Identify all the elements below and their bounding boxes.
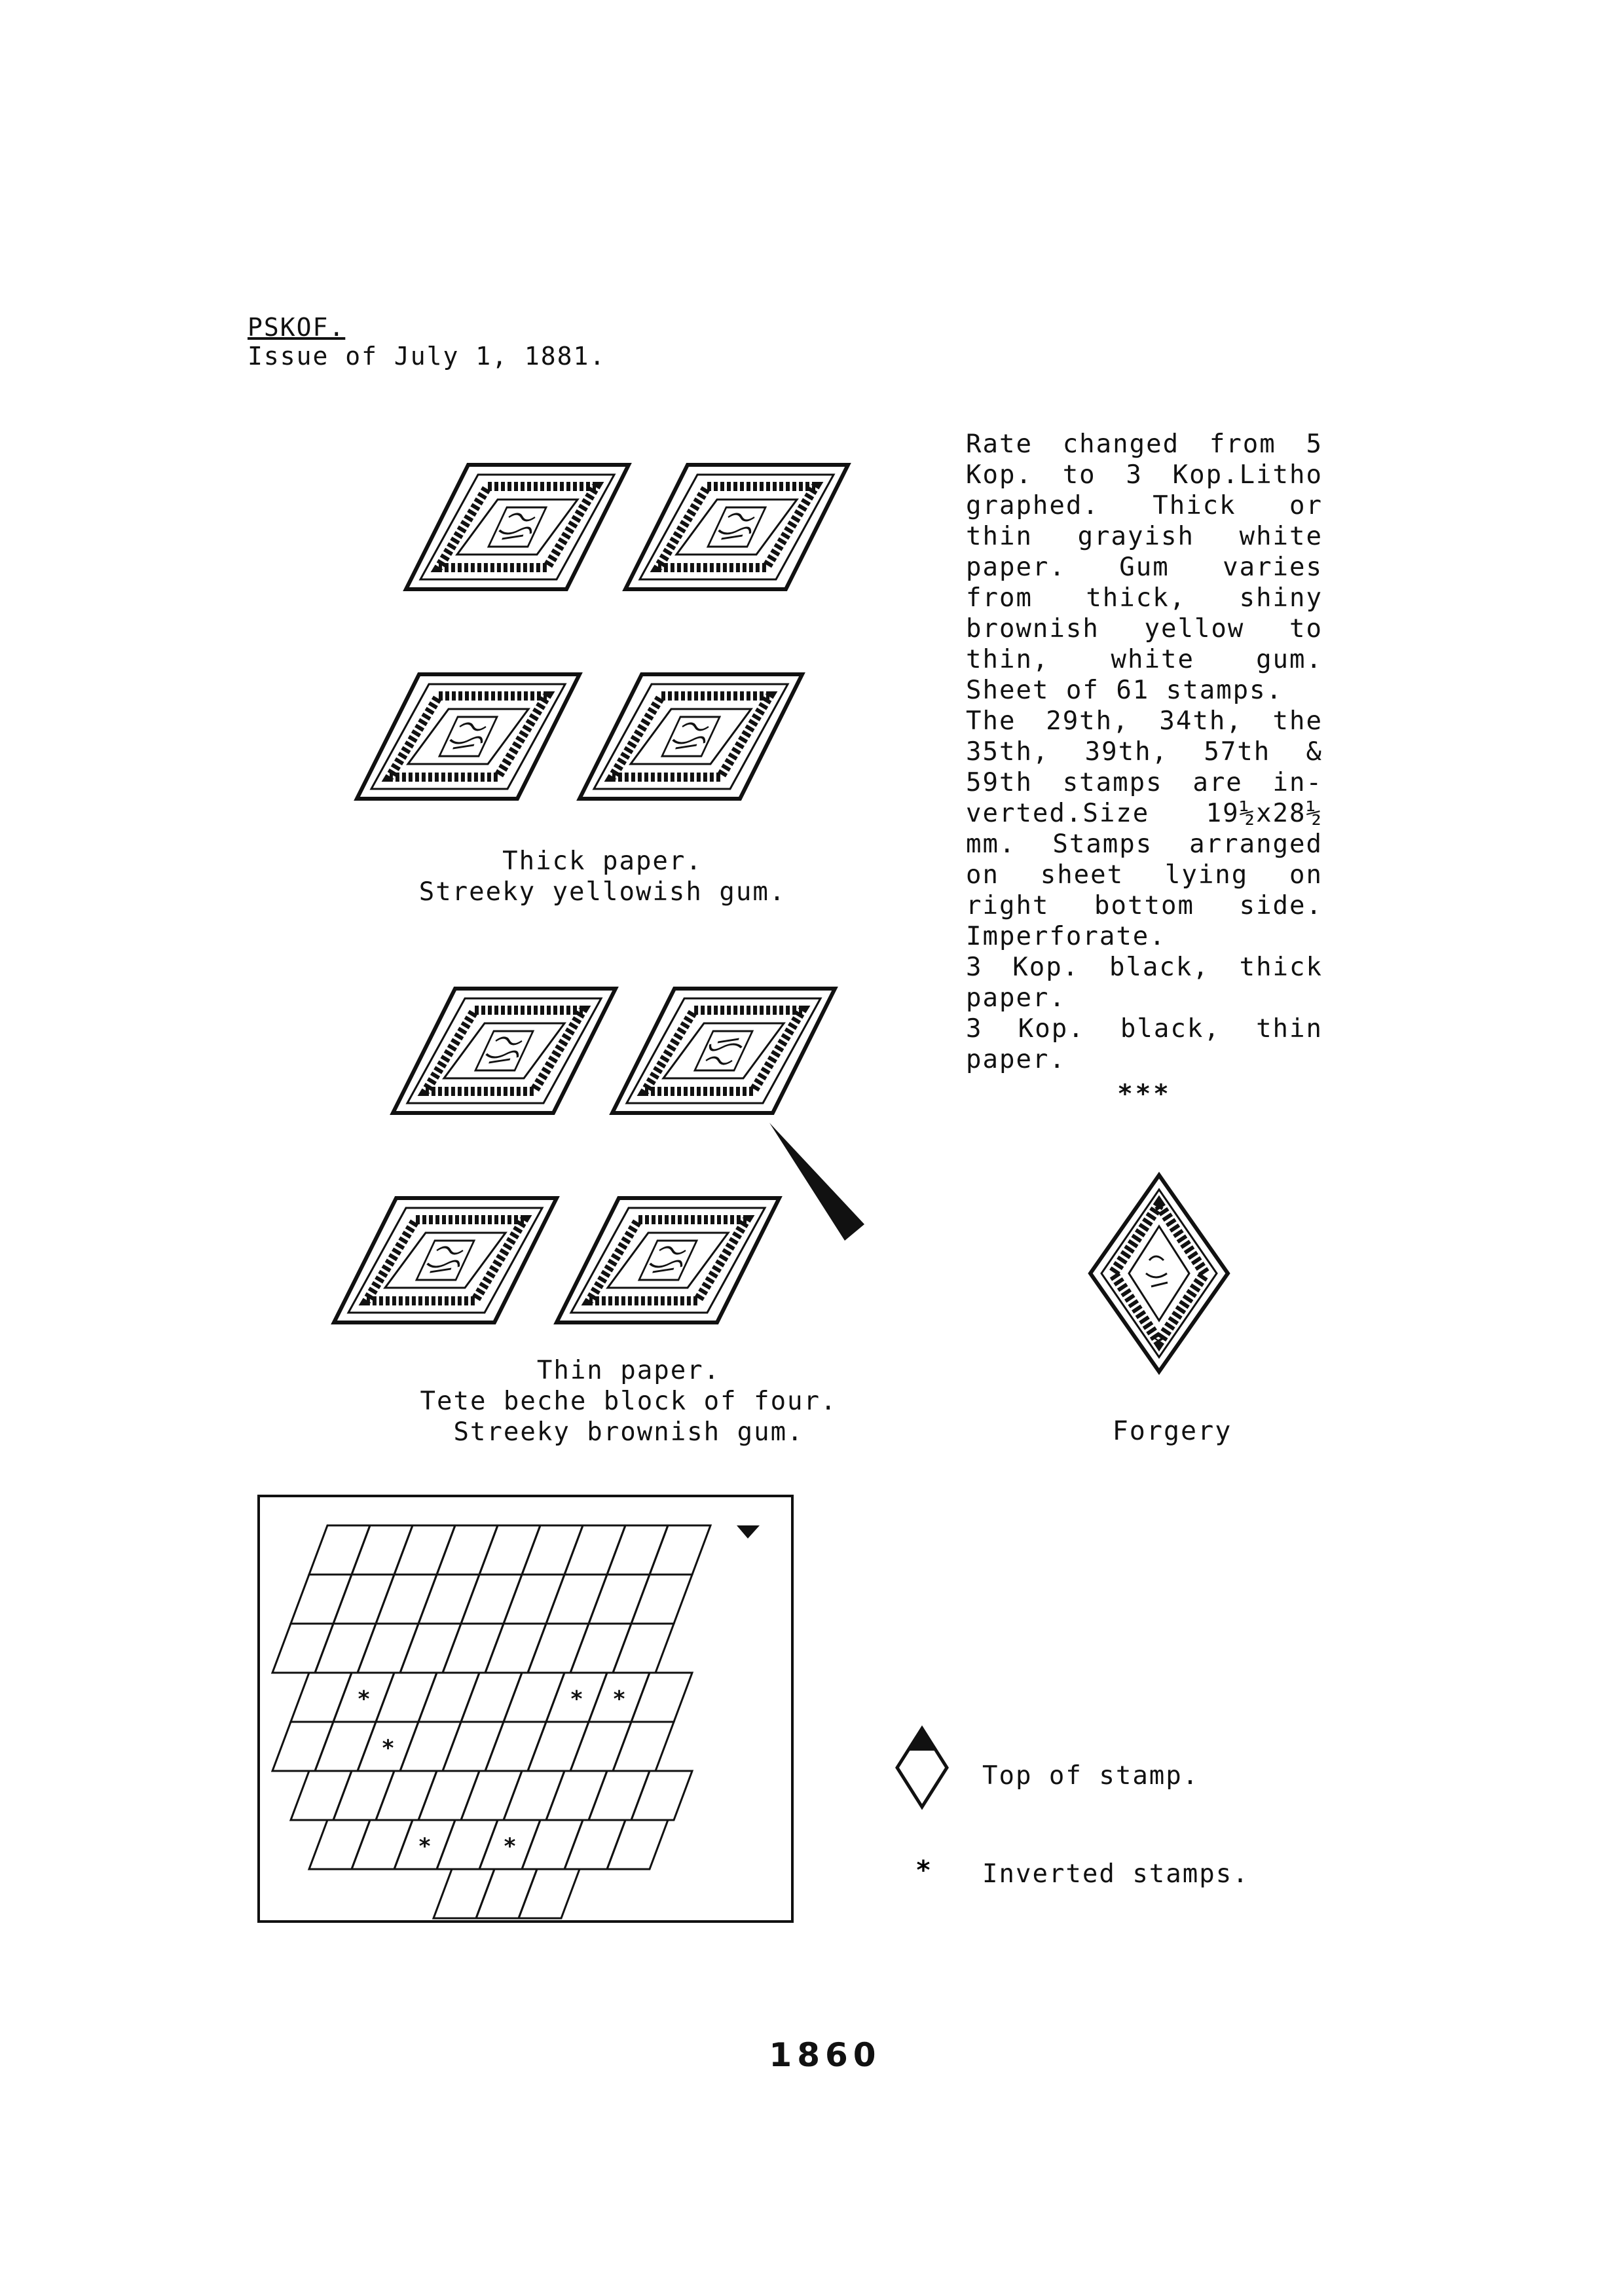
sheet-cell [613,1624,674,1673]
stamp-thick-3 [357,674,580,799]
separator-stars: *** [1117,1080,1172,1109]
inverted-stamp-mark: * [613,1686,625,1713]
caption-forgery: Forgery [1112,1416,1232,1446]
sheet-cell [607,1820,668,1869]
sheet-cell [631,1771,692,1820]
caption-thin [367,1355,891,1448]
caption-thick-line2: Streeky yellowish gum. [418,877,786,907]
page-number: 1860 [769,2036,881,2074]
sheet-cell [631,1673,692,1722]
page-title: PSKOF. [248,313,346,342]
stamp-thin-4 [557,1198,779,1322]
thick-paper-stamps [357,465,848,799]
inverted-stamp-mark: * [418,1833,431,1860]
thin-paper-stamps [334,989,835,1322]
inverted-stamp-mark: * [504,1833,516,1860]
caption-thick [367,846,838,907]
page-subtitle: Issue of July 1, 1881. [248,342,606,371]
description-para-1: Rate changed from 5 Kop. to 3 Kop.Litho graphed. Thick or thin grayish white paper. Gum varies from thick, shiny brownish yellow to thin, white gum. Sheet of 61 stamps. [966,429,1323,705]
sheet-cell [519,1869,580,1918]
sheet-cell [631,1575,692,1624]
description-para-2: The 29th, 34th, the 35th, 39th, 57th & 59th stamps are in-verted.Size 19½x28½ mm. Stamps arranged on sheet lying on right bottom side. Imperforate. [966,706,1323,951]
description-para-4: 3 Kop. black, thin paper. [966,1014,1323,1074]
caption-thick-line1: Thick paper. [502,847,703,876]
stamp-thick-4 [580,674,802,799]
stamp-thick-2 [625,465,848,589]
inverted-stamp-mark: * [382,1735,394,1762]
caption-thin-line2: Tete beche block of four. [420,1387,838,1416]
stamp-thin-3 [334,1198,557,1322]
description-para-3: 3 Kop. black, thick paper. [966,953,1323,1013]
legend-star-icon: * [916,1855,931,1886]
pointer-wedge [769,1123,864,1241]
legend-top-label: Top of stamp. [982,1761,1200,1791]
sheet-cell [613,1722,674,1771]
legend-diamond-icon [897,1728,947,1807]
caption-thin-line3: Streeky brownish gum. [453,1417,804,1447]
sheet-top-marker [737,1525,760,1539]
stamp-thick-1 [406,465,629,589]
stamp-thin-1 [393,989,616,1113]
inverted-stamp-mark: * [358,1686,370,1713]
inverted-stamp-mark: * [570,1686,583,1713]
stamp-thin-2 [612,989,835,1113]
sheet-grid [272,1525,710,1918]
forgery-stamp [1090,1175,1228,1372]
sheet-cell [650,1525,710,1575]
legend-inverted-label: Inverted stamps. [982,1859,1249,1889]
caption-thin-line1: Thin paper. [536,1356,721,1385]
